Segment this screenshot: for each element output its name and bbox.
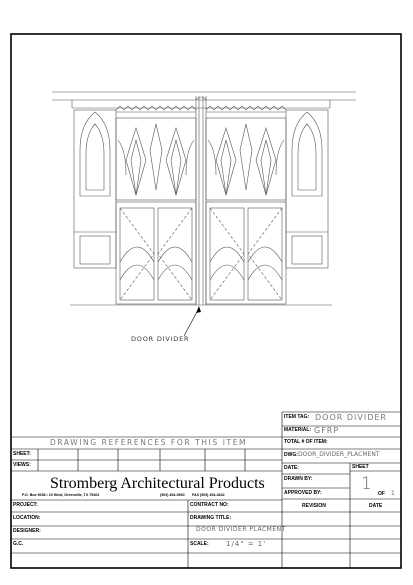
revision-date-label: DATE bbox=[369, 503, 383, 509]
sheet-total: 1 bbox=[391, 490, 395, 497]
item-tag-value: DOOR DIVIDER bbox=[315, 413, 387, 422]
revision-label: REVISION bbox=[302, 503, 326, 509]
references-sheet-label: SHEET: bbox=[13, 451, 31, 457]
scale-value: 1/4" = 1' bbox=[226, 540, 267, 548]
references-title: DRAWING REFERENCES FOR THIS ITEM bbox=[50, 438, 248, 447]
callout-leader bbox=[184, 306, 201, 336]
location-label: LOCATION: bbox=[13, 515, 41, 521]
dwg-label: DWG: bbox=[284, 452, 298, 458]
contract-no-label: CONTRACT NO: bbox=[190, 502, 229, 508]
drawn-by-label: DRAWN BY: bbox=[284, 476, 313, 482]
designer-label: DESIGNER: bbox=[13, 528, 41, 534]
project-label: PROJECT: bbox=[13, 502, 38, 508]
scale-label: SCALE: bbox=[190, 541, 209, 547]
total-items-label: TOTAL # OF ITEM: bbox=[284, 439, 328, 445]
company-phone: (903) 454-0660 bbox=[160, 493, 185, 497]
approved-by-label: APPROVED BY: bbox=[284, 490, 322, 496]
item-tag-label: ITEM TAG: bbox=[284, 414, 310, 420]
dwg-value: DOOR_DIVIDER_PLACMENT bbox=[298, 451, 380, 458]
material-label: MATERIAL: bbox=[284, 427, 312, 433]
material-value: GFRP bbox=[314, 426, 340, 435]
door-elevation bbox=[52, 92, 356, 305]
callout-label: DOOR DIVIDER bbox=[131, 335, 190, 343]
company-address: P.O. Box 9038 • 10 West, Greenville, TX 75404 bbox=[22, 493, 100, 497]
company-fax: FAX (903) 454-3642 bbox=[192, 493, 225, 497]
drawing-title-value: DOOR DIVIDER PLACMENT bbox=[196, 526, 286, 533]
company-name: Stromberg Architectural Products bbox=[50, 475, 265, 492]
sheet-of-label: OF bbox=[378, 491, 385, 497]
references-views-label: VIEWS: bbox=[13, 462, 31, 468]
date-label: DATE: bbox=[284, 465, 299, 471]
gc-label: G.C. bbox=[13, 541, 24, 547]
sheet-label: SHEET bbox=[352, 464, 369, 470]
sheet-number: 1 bbox=[361, 474, 372, 494]
drawing-title-label: DRAWING TITLE: bbox=[190, 515, 232, 521]
